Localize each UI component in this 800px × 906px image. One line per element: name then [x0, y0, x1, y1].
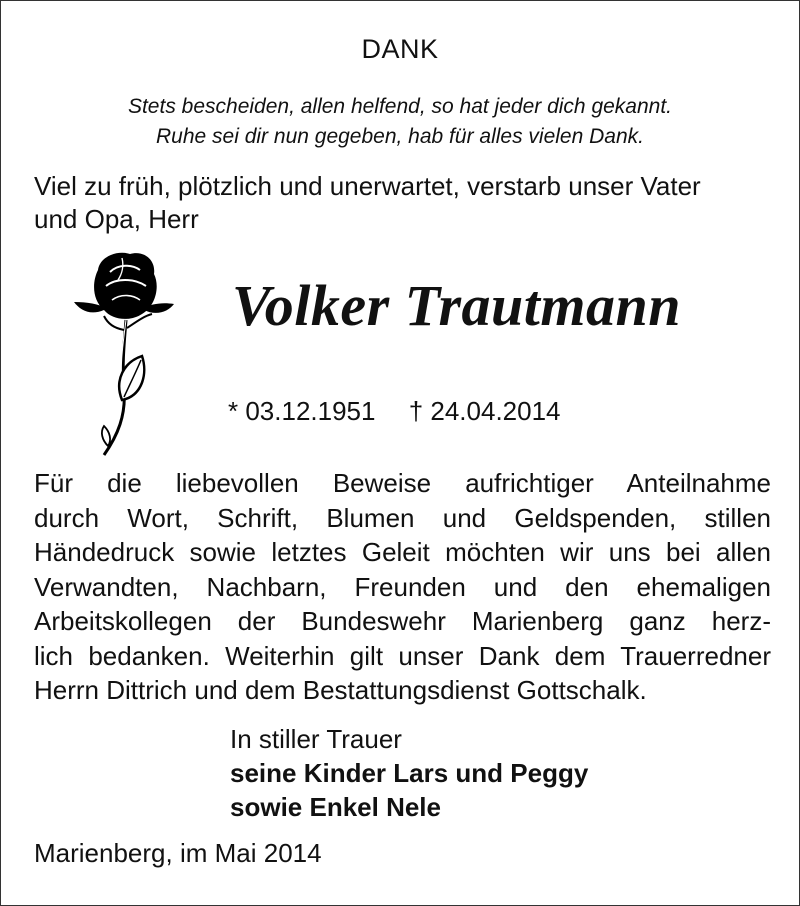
birth-date: * 03.12.1951	[228, 396, 376, 426]
motto-line-2: Ruhe sei dir nun gegeben, hab für alles vielen Dank.	[156, 125, 644, 148]
thanks-line-6: lich bedanken. Weiterhin gilt unser Dank dem Trauerredner	[34, 640, 771, 671]
intro-line-1: Viel zu früh, plötzlich und unerwartet, verstarb unser Vater	[34, 171, 701, 201]
thanks-line-3: Händedruck sowie letztes Geleit möchten wir uns bei allen	[34, 537, 771, 567]
place-date: Marienberg, im Mai 2014	[34, 838, 322, 868]
motto-line-1: Stets bescheiden, allen helfend, so hat jeder dich gekannt.	[127, 95, 673, 118]
signature-line-3: sowie Enkel Nele	[230, 792, 441, 822]
thanks-text	[34, 466, 771, 708]
thanks-line-2: durch Wort, Schrift, Blumen und Geldspenden, stillen	[34, 502, 771, 533]
life-dates	[228, 396, 561, 427]
signature-line-2: seine Kinder Lars und Peggy	[230, 758, 589, 788]
thanks-line-1: Für die liebevollen Beweise aufrichtiger Anteilnahme	[34, 468, 771, 498]
signature-line-1: In stiller Trauer	[230, 724, 402, 754]
signature-block	[230, 722, 588, 824]
motto	[0, 92, 800, 152]
death-date: † 24.04.2014	[408, 396, 561, 426]
intro-line-2: und Opa, Herr	[34, 204, 199, 234]
thanks-line-4: Verwandten, Nachbarn, Freunden und den ehemaligen	[34, 571, 771, 602]
notice-title: DANK	[361, 34, 439, 64]
rose-icon	[64, 250, 184, 460]
thanks-line-5: Arbeitskollegen der Bundeswehr Marienberg ganz herz-	[34, 606, 771, 636]
deceased-name: Volker Trautmann	[232, 273, 682, 338]
thanks-line-7: Herrn Dittrich und dem Bestattungsdienst Gottschalk.	[34, 675, 647, 705]
intro-text	[34, 170, 774, 236]
